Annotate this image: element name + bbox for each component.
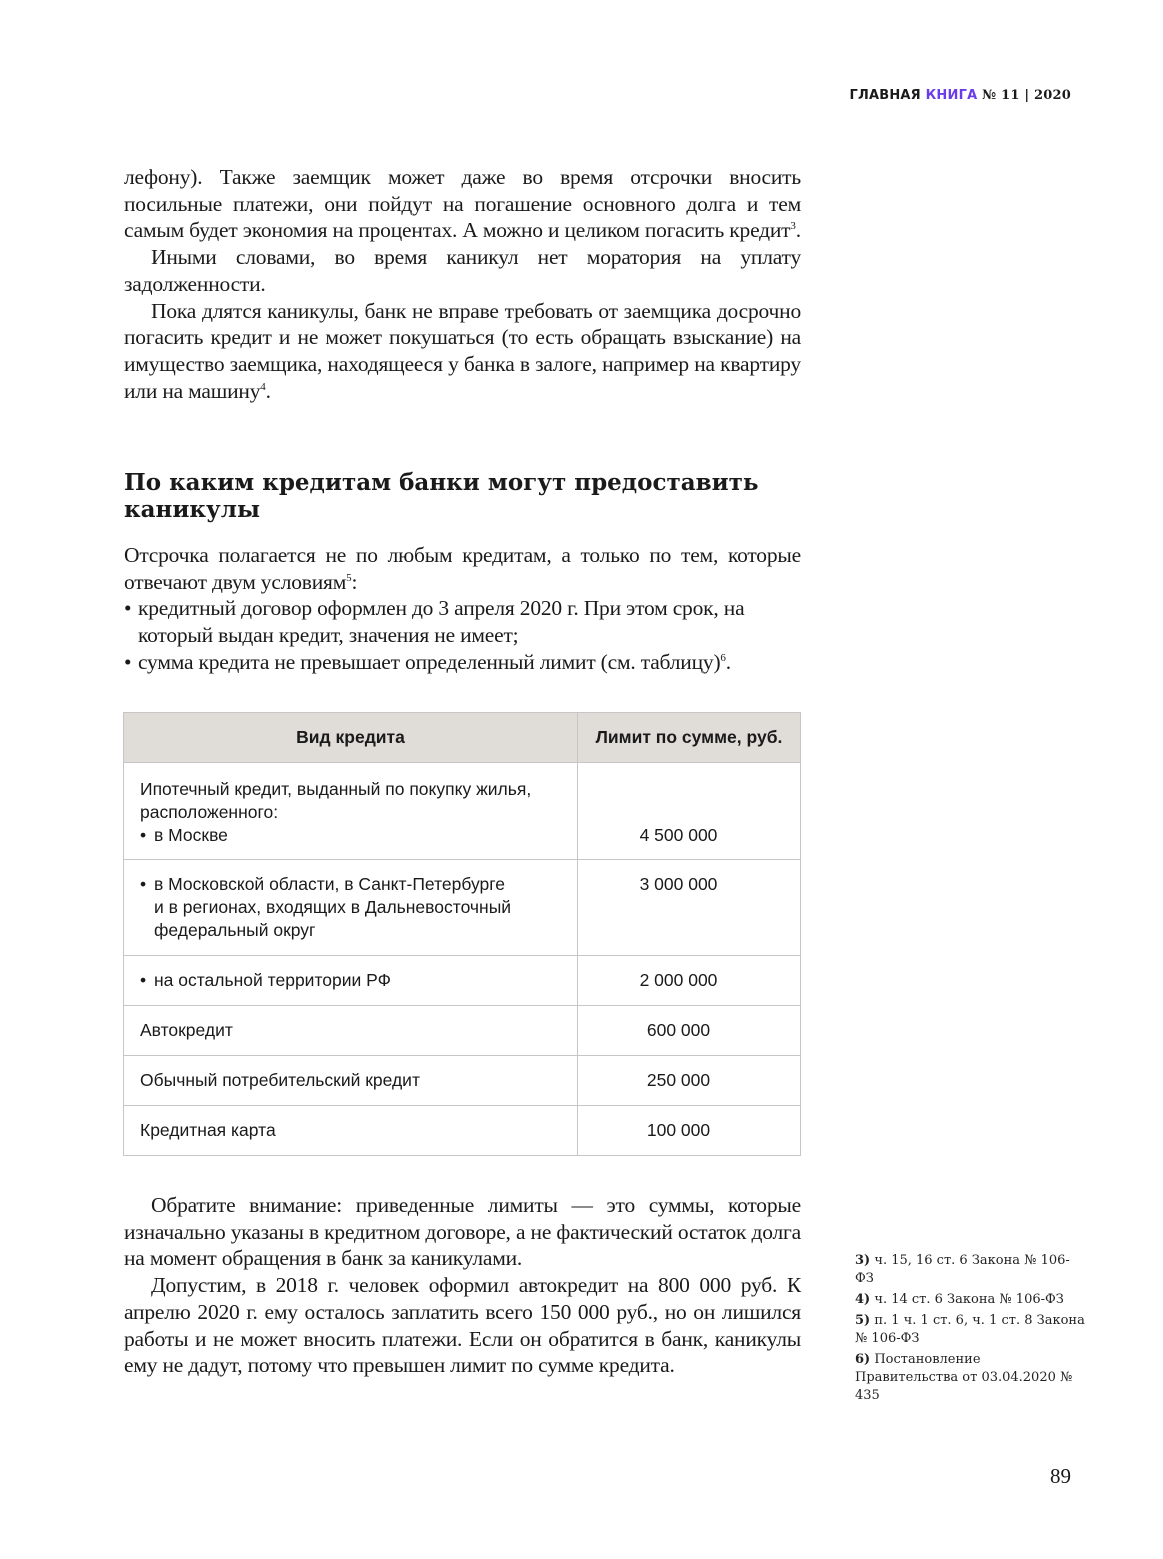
- credit-limits-table: [123, 712, 801, 1156]
- outro-text: [124, 1192, 801, 1379]
- footnote-ref: 5: [346, 571, 352, 584]
- page-number: 89: [1050, 1464, 1071, 1488]
- paragraph: Пока длятся каникулы, банк не вправе требовать от заемщика досрочно погасить кредит и не может покушаться (то есть обращать взыскание) на имущество заемщика, находящееся у банка в залоге, например на квартиру или на машину$^4$.: [124, 298, 801, 403]
- column-header: Вид кредита: [124, 713, 578, 763]
- section-heading: По каким кредитам банки могут предоставить каникулы: [124, 469, 759, 523]
- paragraph: Иными словами, во время каникул нет моратория на уплату задолженности.: [124, 245, 801, 296]
- table-row: [124, 1056, 801, 1106]
- issue-number: № 11 | 2020: [982, 88, 1071, 103]
- footnote-ref: 6: [720, 651, 726, 664]
- running-header: [849, 88, 1071, 103]
- footnote-ref: 4: [260, 380, 266, 393]
- table-row: [124, 763, 801, 860]
- limit-cell: 100 000: [578, 1106, 801, 1156]
- credit-type-cell: Ипотечный кредит, выданный по покупку жилья, расположенного: • в Москве: [124, 763, 578, 860]
- table-row: [124, 1106, 801, 1156]
- footnotes: [855, 1252, 1085, 1408]
- column-header: Лимит по сумме, руб.: [578, 713, 801, 763]
- table-row: [124, 1006, 801, 1056]
- footnote: 3) ч. 15, 16 ст. 6 Закона № 106-ФЗ: [855, 1253, 1070, 1286]
- paragraph: Отсрочка полагается не по любым кредитам, а только по тем, которые отвечают двум условиям$^5$:: [124, 543, 801, 594]
- credit-type-cell: • на остальной территории РФ: [124, 956, 578, 1006]
- footnote: 5) п. 1 ч. 1 ст. 6, ч. 1 ст. 8 Закона № 106-ФЗ: [855, 1313, 1085, 1346]
- list-item: • кредитный договор оформлен до 3 апреля 2020 г. При этом срок, на который выдан кредит, значения не имеет;: [124, 595, 801, 648]
- limit-cell: 250 000: [578, 1056, 801, 1106]
- bullet-icon: •: [140, 874, 147, 894]
- credit-type-cell: Кредитная карта: [124, 1106, 578, 1156]
- footnote: 4) ч. 14 ст. 6 Закона № 106-ФЗ: [855, 1292, 1064, 1307]
- conditions-list: [124, 595, 801, 675]
- limit-cell: 3 000 000: [578, 860, 801, 956]
- table-header-row: [124, 713, 801, 763]
- brand-name-part2: КНИГА: [925, 88, 978, 103]
- table-row: [124, 860, 801, 956]
- paragraph: Допустим, в 2018 г. человек оформил автокредит на 800 000 руб. К апрелю 2020 г. ему осталось заплатить всего 150 000 руб., но он лишился работы и не может вносить платежи. Если он обратится в банк, каникулы ему не дадут, потому что превышен лимит по сумме кредита.: [124, 1273, 801, 1378]
- bullet-icon: •: [140, 970, 147, 990]
- footnote-ref: 3: [790, 220, 796, 233]
- paragraph: Обратите внимание: приведенные лимиты — это суммы, которые изначально указаны в кредитном договоре, а не фактический остаток долга на момент обращения в банк за каникулами.: [124, 1193, 801, 1271]
- credit-type-cell: • в Московской области, в Санкт-Петербурге и в регионах, входящих в Дальневосточный федеральный округ: [124, 860, 578, 956]
- credit-type-cell: Обычный потребительский кредит: [124, 1056, 578, 1106]
- bullet-icon: •: [140, 825, 147, 845]
- table-row: [124, 956, 801, 1006]
- credit-type-cell: Автокредит: [124, 1006, 578, 1056]
- limit-cell: 600 000: [578, 1006, 801, 1056]
- brand-name-part1: ГЛАВНАЯ: [849, 88, 921, 103]
- limit-cell: 2 000 000: [578, 956, 801, 1006]
- intro-text: [124, 164, 801, 404]
- limit-cell: 4 500 000: [578, 763, 801, 860]
- paragraph: лефону). Также заемщик может даже во время отсрочки вносить посильные платежи, они пойдут на погашение основного долга и тем самым будет экономия на процентах. А можно и целиком погасить кредит$^3$.: [124, 165, 801, 243]
- footnote: 6) Постановление Правительства от 03.04.2020 № 435: [855, 1352, 1073, 1403]
- section-lead: [124, 542, 801, 676]
- list-item: • сумма кредита не превышает определенный лимит (см. таблицу)$^6$.: [124, 649, 801, 676]
